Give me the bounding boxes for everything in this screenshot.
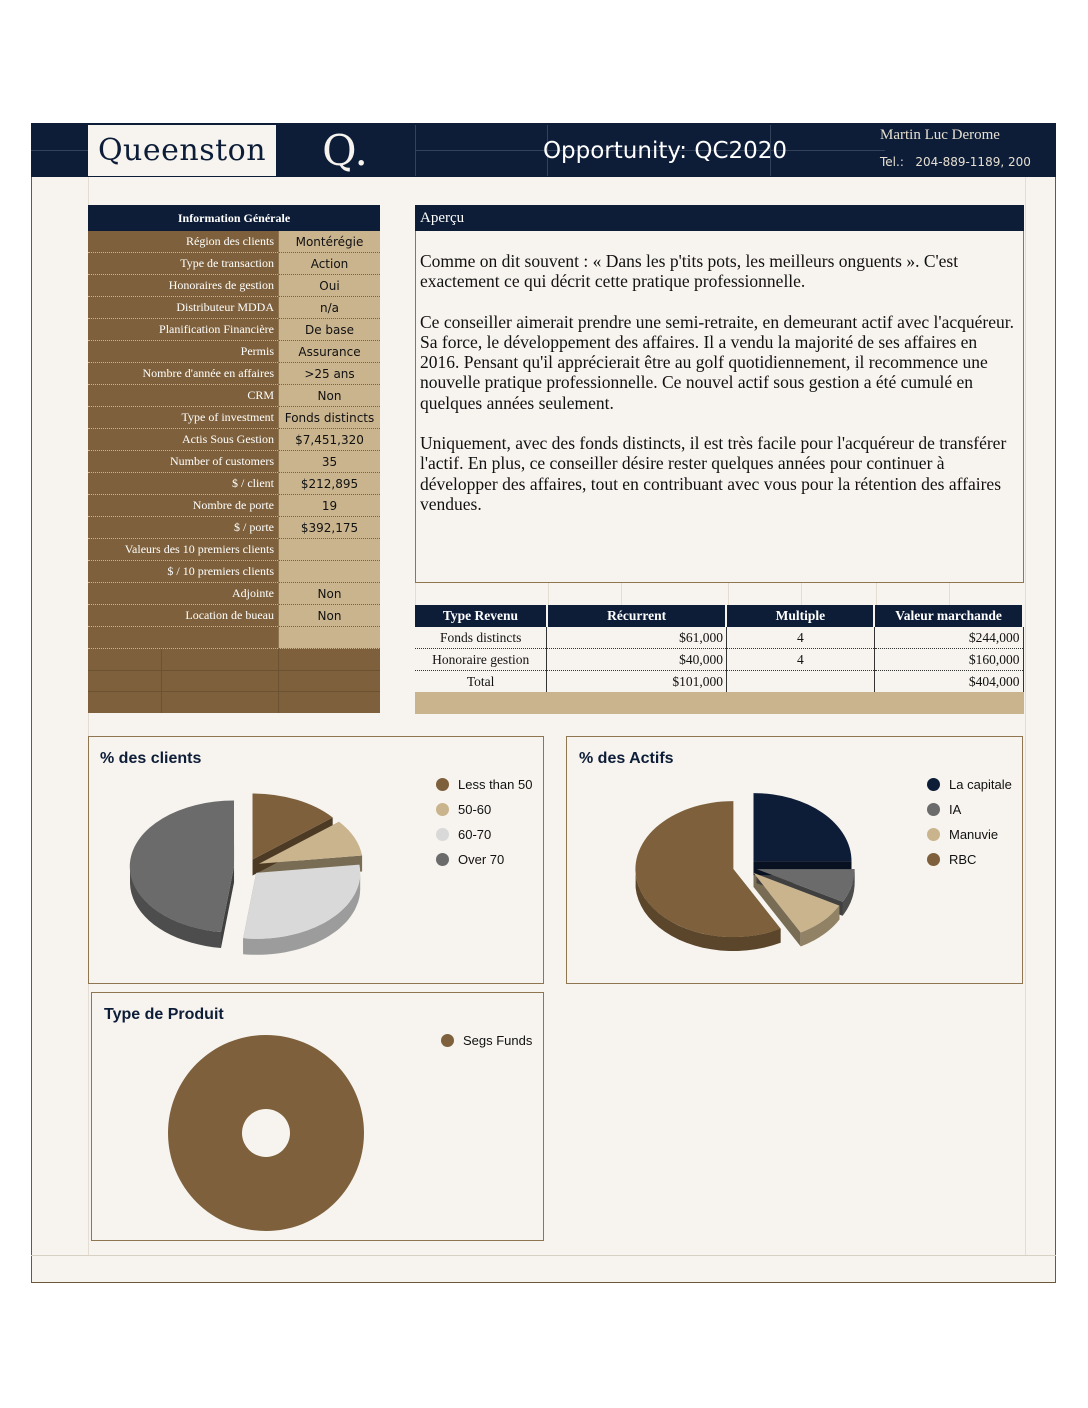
info-label — [88, 627, 278, 649]
info-label: Adjointe — [88, 583, 278, 605]
info-row — [88, 539, 380, 561]
chart-title: Type de Produit — [104, 1006, 224, 1023]
revenue-multiple-cell: 4 — [726, 649, 874, 671]
info-row — [88, 253, 380, 275]
info-value — [278, 561, 380, 583]
info-label: Actis Sous Gestion — [88, 429, 278, 451]
grid-line — [876, 583, 877, 605]
legend-item — [927, 847, 1012, 872]
revenue-total-row — [415, 671, 1023, 693]
info-row — [88, 407, 380, 429]
revenue-multiple-cell — [726, 671, 874, 693]
sheet-footer-line — [31, 1255, 1056, 1256]
info-row — [88, 275, 380, 297]
info-value: Assurance — [278, 341, 380, 363]
revenue-header-cell: Multiple — [726, 605, 874, 627]
info-row — [88, 627, 380, 649]
info-label: Type de transaction — [88, 253, 278, 275]
legend-label: 60-70 — [458, 827, 492, 842]
header-grid-divider — [415, 125, 416, 176]
info-label: Honoraires de gestion — [88, 275, 278, 297]
chart-panel-clients — [88, 736, 544, 984]
revenue-header-cell: Récurrent — [547, 605, 727, 627]
revenue-row — [415, 627, 1023, 649]
info-label: Nombre de porte — [88, 495, 278, 517]
info-value: Non — [278, 583, 380, 605]
revenue-header-row — [415, 605, 1023, 627]
info-value: Action — [278, 253, 380, 275]
info-value: 35 — [278, 451, 380, 473]
contact-phone-number: 204-889-1189, 200 — [915, 155, 1031, 169]
revenue-recurrent-cell: $101,000 — [547, 671, 727, 693]
legend-item — [436, 847, 532, 872]
legend-swatch — [927, 778, 940, 791]
queenston-logo: Queenston — [97, 133, 267, 168]
chart-panel-actifs — [566, 736, 1023, 984]
info-row — [88, 231, 380, 253]
info-value: Fonds distincts — [278, 407, 380, 429]
chart-title: % des clients — [100, 750, 202, 767]
info-row — [88, 451, 380, 473]
contact-name: Martin Luc Derome — [880, 127, 1000, 143]
revenue-header-cell: Valeur marchande — [874, 605, 1023, 627]
info-value: Non — [278, 605, 380, 627]
info-label: Planification Financière — [88, 319, 278, 341]
legend-label: Less than 50 — [458, 777, 533, 792]
info-label: Type of investment — [88, 407, 278, 429]
chart-legend — [436, 772, 532, 872]
contact-phone-label: Tel.: — [880, 155, 904, 169]
legend-swatch — [441, 1034, 454, 1047]
info-row — [88, 297, 380, 319]
queenston-mark-logo: Q. — [322, 126, 368, 175]
info-label: Number of customers — [88, 451, 278, 473]
apercu-title: Aperçu — [415, 205, 1024, 231]
info-table-title: Information Générale — [88, 205, 380, 231]
legend-label: Over 70 — [458, 852, 505, 867]
info-row — [88, 363, 380, 385]
grid-line — [949, 583, 950, 605]
info-label: $ / 10 premiers clients — [88, 561, 278, 583]
revenue-value-cell: $160,000 — [874, 649, 1023, 671]
info-label: $ / porte — [88, 517, 278, 539]
legend-label: 50-60 — [458, 802, 492, 817]
pie-slice-60-70 — [243, 865, 360, 939]
info-table-empty-area — [88, 649, 380, 713]
info-value: >25 ans — [278, 363, 380, 385]
info-label: Nombre d'année en affaires — [88, 363, 278, 385]
legend-swatch — [436, 828, 449, 841]
header-grid-line — [31, 150, 88, 151]
revenue-row — [415, 649, 1023, 671]
info-row — [88, 495, 380, 517]
info-value: $392,175 — [278, 517, 380, 539]
apercu-body — [415, 231, 1024, 583]
info-value: De base — [278, 319, 380, 341]
revenue-multiple-cell: 4 — [726, 627, 874, 649]
info-label: Distributeur MDDA — [88, 297, 278, 319]
grid-line — [278, 649, 279, 713]
chart-title: % des Actifs — [579, 750, 674, 767]
legend-item — [436, 772, 532, 797]
legend-swatch — [927, 828, 940, 841]
info-label: Région des clients — [88, 231, 278, 253]
legend-label: IA — [949, 802, 962, 817]
info-value: n/a — [278, 297, 380, 319]
opportunity-title: Opportunity: QC2020 — [542, 137, 788, 164]
info-row — [88, 583, 380, 605]
info-label: Location de bueau — [88, 605, 278, 627]
legend-item — [436, 822, 532, 847]
revenue-table-footer — [415, 692, 1024, 714]
legend-item — [927, 822, 1012, 847]
revenue-table — [415, 605, 1024, 693]
info-row — [88, 341, 380, 363]
donut-slice-segs-funds — [168, 1035, 364, 1231]
info-row — [88, 561, 380, 583]
info-label: Permis — [88, 341, 278, 363]
grid-line — [88, 691, 380, 692]
grid-line — [621, 583, 622, 605]
info-row — [88, 385, 380, 407]
info-value: 19 — [278, 495, 380, 517]
info-label: $ / client — [88, 473, 278, 495]
info-row — [88, 473, 380, 495]
info-row — [88, 517, 380, 539]
legend-item — [927, 772, 1012, 797]
apercu-paragraph: Comme on dit souvent : « Dans les p'tits pots, les meilleurs onguents ». C'est exactement ce qui décrit cette pratique professionnelle. — [420, 251, 959, 292]
chart-legend — [927, 772, 1012, 872]
legend-swatch — [927, 803, 940, 816]
chart-panel-produit — [91, 992, 544, 1241]
info-value: Montérégie — [278, 231, 380, 253]
legend-label: Manuvie — [949, 827, 999, 842]
info-row — [88, 605, 380, 627]
revenue-type-cell: Honoraire gestion — [415, 649, 547, 671]
legend-swatch — [436, 803, 449, 816]
legend-item — [441, 1028, 532, 1053]
info-value: $212,895 — [278, 473, 380, 495]
legend-label: RBC — [949, 852, 977, 867]
legend-swatch — [436, 778, 449, 791]
info-label: Valeurs des 10 premiers clients — [88, 539, 278, 561]
apercu-paragraph: Uniquement, avec des fonds distincts, il est très facile pour l'acquéreur de transférer l'actif. En plus, ce conseiller désire rester quelques années pour continuer à développer des affaires, tout en contribuant avec vous pour la rétention des affaires vendues. — [420, 433, 1007, 514]
grid-line — [728, 583, 729, 605]
grid-line — [88, 670, 380, 671]
revenue-value-cell: $244,000 — [874, 627, 1023, 649]
info-row — [88, 319, 380, 341]
info-value: Non — [278, 385, 380, 407]
revenue-header-cell: Type Revenu — [415, 605, 547, 627]
info-label: CRM — [88, 385, 278, 407]
revenue-recurrent-cell: $40,000 — [547, 649, 727, 671]
legend-swatch — [436, 853, 449, 866]
legend-swatch — [927, 853, 940, 866]
revenue-value-cell: $404,000 — [874, 671, 1023, 693]
legend-item — [927, 797, 1012, 822]
info-value: Oui — [278, 275, 380, 297]
apercu-paragraph: Ce conseiller aimerait prendre une semi-retraite, en demeurant actif avec l'acquéreur. Sa force, le développement des affaires. Il a vendu la majorité de ses affaires en 2016. Pensant qu'il apprécierait être au golf quotidiennement, il recommence une nouvelle pratique professionnelle. Ce nouvel actif sous gestion a été cumulé en quelques années seulement. — [420, 311, 1014, 413]
chart-legend — [441, 1028, 532, 1053]
contact-phone — [880, 155, 1031, 169]
revenue-type-cell: Fonds distincts — [415, 627, 547, 649]
grid-line — [548, 583, 549, 605]
grid-line — [801, 583, 802, 605]
grid-line — [161, 649, 162, 713]
legend-item — [436, 797, 532, 822]
spacer-row — [415, 583, 1025, 605]
info-value — [278, 627, 380, 649]
info-value — [278, 539, 380, 561]
info-row — [88, 429, 380, 451]
legend-label: Segs Funds — [463, 1033, 533, 1048]
revenue-type-cell: Total — [415, 671, 547, 693]
info-value: $7,451,320 — [278, 429, 380, 451]
pie-slice-la-capitale — [753, 793, 851, 861]
legend-label: La capitale — [949, 777, 1012, 792]
revenue-recurrent-cell: $61,000 — [547, 627, 727, 649]
